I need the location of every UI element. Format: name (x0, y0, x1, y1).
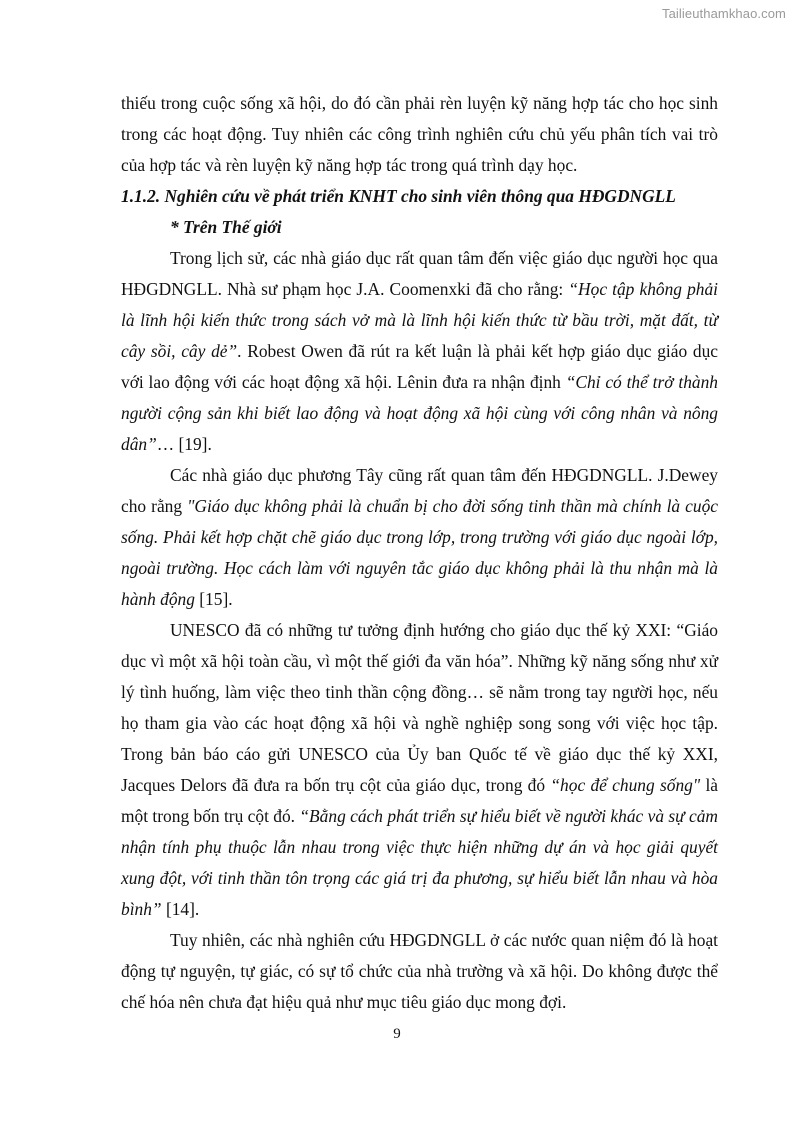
paragraph-unesco (121, 615, 718, 925)
quote-coomenxki: “Học tập không phải là lĩnh hội kiến thức trong sách vở mà là lĩnh hội kiến thức từ bầu trời, mặt đất, từ cây sồi, cây dẻ” (121, 279, 719, 361)
citation: [14]. (161, 899, 200, 919)
paragraph-continued: thiếu trong cuộc sống xã hội, do đó cần phải rèn luyện kỹ năng hợp tác cho học sinh trong các hoạt động. Tuy nhiên các công trình nghiên cứu chủ yếu phân tích vai trò của hợp tác và rèn luyện kỹ năng hợp tác trong quá trình dạy học. (121, 93, 718, 175)
page-number: 9 (393, 1026, 401, 1042)
paragraph-western (121, 460, 718, 615)
citation: … [19]. (156, 434, 212, 454)
quote-dewey: "Giáo dục không phải là chuẩn bị cho đời sống tinh thần mà chính là cuộc sống. Phải kết hợp chặt chẽ giáo dục trong lớp, trong trường với giáo dục ngoài lớp, ngoài trường. Học cách làm với nguyên tắc giáo dục không phải là thu nhận mà là hành động (121, 496, 718, 609)
quote-delors: “Bằng cách phát triển sự hiểu biết về người khác và sự cảm nhận tính phụ thuộc lẫn nhau trong việc thực hiện những dự án và học giải quyết xung đột, với tinh thần tôn trọng các giá trị đa phương, sự hiểu biết lẫn nhau và hòa bình” (121, 806, 718, 919)
text-run: . Robest Owen đã rút ra kết luận là phải kết hợp giáo dục giáo dục với lao động với các hoạt động xã hội. Lênin đưa ra nhận định (121, 341, 718, 392)
text-run: Các nhà giáo dục phương Tây cũng rất quan tâm đến HĐGDNGLL. J.Dewey cho rằng (121, 465, 718, 516)
quote-lenin: “Chỉ có thể trở thành người cộng sản khi biết lao động và hoạt động xã hội cùng với công nhân và nông dân” (121, 372, 719, 454)
citation: [15]. (194, 589, 233, 609)
quote-learning-together: “học để chung sống" (550, 775, 701, 795)
section-heading: 1.1.2. Nghiên cứu về phát triển KNHT cho sinh viên thông qua HĐGDNGLL (121, 186, 676, 206)
watermark: Tailieuthamkhao.com (661, 6, 786, 21)
paragraph-history (121, 243, 718, 460)
text-run: UNESCO đã có những tư tưởng định hướng cho giáo dục thế kỷ XXI: “Giáo dục vì một xã hội toàn cầu, vì một thế giới đa văn hóa”. Những kỹ năng sống như xử lý tình huống, làm việc theo tinh thần cộng đồng… sẽ nằm trong tay người học, nếu họ tham gia vào các hoạt động xã hội và nghề nghiệp song song với việc học tập. Trong bản báo cáo gửi UNESCO của Ủy ban Quốc tế về giáo dục thế kỷ XXI, Jacques Delors đã đưa ra bốn trụ cột của giáo dục, trong đó (121, 620, 718, 795)
text-run: là một trong bốn trụ cột đó. (121, 775, 718, 826)
document-body (121, 88, 718, 1018)
text-run: Trong lịch sử, các nhà giáo dục rất quan tâm đến việc giáo dục người học qua HĐGDNGLL. Nhà sư phạm học J.A. Coomenxki đã cho rằng: (121, 248, 718, 299)
paragraph-conclusion: Tuy nhiên, các nhà nghiên cứu HĐGDNGLL ở các nước quan niệm đó là hoạt động tự nguyện, tự giác, có sự tổ chức của nhà trường và xã hội. Do không được thể chế hóa nên chưa đạt hiệu quả như mục tiêu giáo dục mong đợi. (121, 930, 718, 1012)
subsection-heading: * Trên Thế giới (170, 217, 282, 237)
